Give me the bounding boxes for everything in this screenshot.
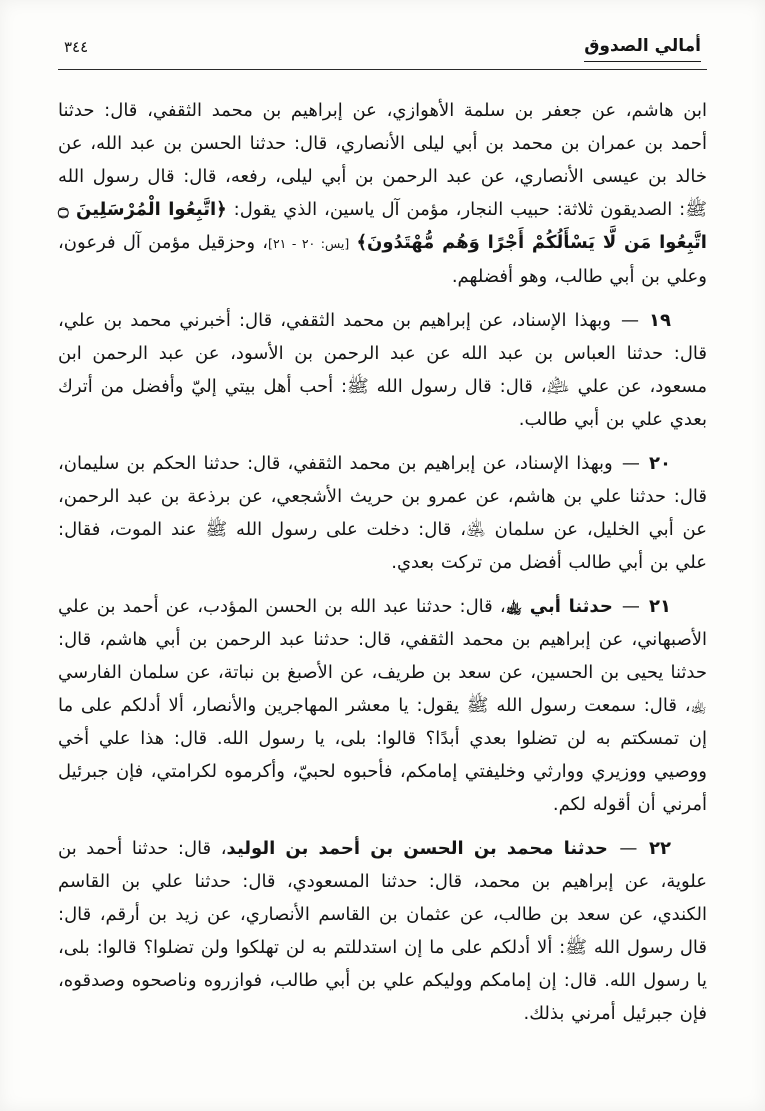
hadith-number: ٢١ [649, 596, 672, 618]
verse-citation: [يس: ٢٠ - ٢١] [268, 236, 350, 252]
hadith-lead: حدثنا أبي ﵀ [505, 596, 613, 618]
header-rule [58, 69, 707, 70]
hadith-lead: حدثنا محمد بن الحسن بن أحمد بن الوليد [226, 838, 608, 860]
paragraph-continuation [58, 94, 707, 293]
dash-separator: — [619, 838, 638, 860]
intro-text-after: ، وحزقيل مؤمن آل فرعون، وعلي بن أبي طالب، وهو أفضلهم. [58, 232, 707, 288]
dash-separator: — [621, 596, 640, 618]
page-number: ٣٤٤ [64, 38, 89, 57]
hadith-number: ٢٠ [649, 453, 671, 475]
hadith-22 [58, 832, 707, 1030]
dash-separator: — [620, 310, 639, 332]
hadith-number: ١٩ [649, 310, 671, 332]
hadith-21 [58, 590, 707, 821]
hadith-19 [58, 304, 707, 436]
hadith-text: ، قال: حدثنا عبد الله بن الحسن المؤدب، عن أحمد بن علي الأصبهاني، عن إبراهيم بن محمد الثقفي، قال: حدثنا عبد الرحمن بن أبي هاشم، قال: حدثنا يحيى بن الحسين، عن سعد بن طريف، عن الأصبغ بن نباتة، عن سلمان الفارسي ﵀، قال: سمعت رسول الله ﷺ يقول: يا معشر المهاجرين والأنصار، ألا أدلكم على ما إن تمسكتم به لن تضلوا بعدي أبدًا؟ قالوا: بلى، يا رسول الله. قال: هذا علي أخي ووصيي ووزيري ووارثي وخليفتي إمامكم، فأحبوه لحبيّ، وأكرموه لكرامتي، فإن جبرئيل أمرني أن أقوله لكم. [58, 596, 707, 816]
page-body [58, 94, 707, 1030]
dash-separator: — [621, 453, 640, 475]
quran-verse: ﴿اتَّبِعُوا الْمُرْسَلِينَ ۝ اتَّبِعُوا مَن لَّا يَسْأَلُكُمْ أَجْرًا وَهُم مُّهْتَدُونَ﴾ [58, 199, 707, 254]
book-title: أمالي الصدوق [584, 36, 701, 62]
hadith-text: وبهذا الإسناد، عن إبراهيم بن محمد الثقفي، قال: حدثنا الحكم بن سليمان، قال: حدثنا علي بن هاشم، عن عمرو بن حريث الأشجعي، عن برذعة بن عبد الرحمن، عن أبي الخليل، عن سلمان ﵁، قال: دخلت على رسول الله ﷺ عند الموت، فقال: علي بن أبي طالب أفضل من تركت بعدي. [58, 453, 707, 574]
hadith-text: وبهذا الإسناد، عن إبراهيم بن محمد الثقفي، قال: أخبرني محمد بن علي، قال: حدثنا العباس بن عبد الله عن عبد الرحمن بن الأسود، عن عبد الرحمن ابن مسعود، عن علي ﵇، قال: قال رسول الله ﷺ: أحب أهل بيتي إليّ وأفضل من أترك بعدي علي بن أبي طالب. [58, 310, 707, 431]
hadith-20 [58, 447, 707, 579]
hadith-number: ٢٢ [649, 838, 671, 860]
intro-text-before: ابن هاشم، عن جعفر بن سلمة الأهوازي، عن إبراهيم بن محمد الثقفي، قال: حدثنا أحمد بن عمران بن محمد بن أبي ليلى الأنصاري، قال: حدثنا الحسن بن عبد الله، عن خالد بن عيسى الأنصاري، عن عبد الرحمن بن أبي ليلى، رفعه، قال: قال رسول الله ﷺ: الصديقون ثلاثة: حبيب النجار، مؤمن آل ياسين، الذي يقول: [58, 100, 707, 221]
page-header [58, 36, 707, 62]
hadith-text: ، قال: حدثنا أحمد بن علوية، عن إبراهيم بن محمد، قال: حدثنا المسعودي، قال: حدثنا علي بن القاسم الكندي، عن سعد بن طالب، عن عثمان بن القاسم الأنصاري، عن زيد بن أرقم، قال: قال رسول الله ﷺ: ألا أدلكم على ما إن استدللتم به لن تهلكوا ولن تضلوا؟ قالوا: بلى، يا رسول الله. قال: إن إمامكم ووليكم علي بن أبي طالب، فوازروه وناصحوه وصدقوه، فإن جبرئيل أمرني بذلك. [58, 838, 707, 1025]
